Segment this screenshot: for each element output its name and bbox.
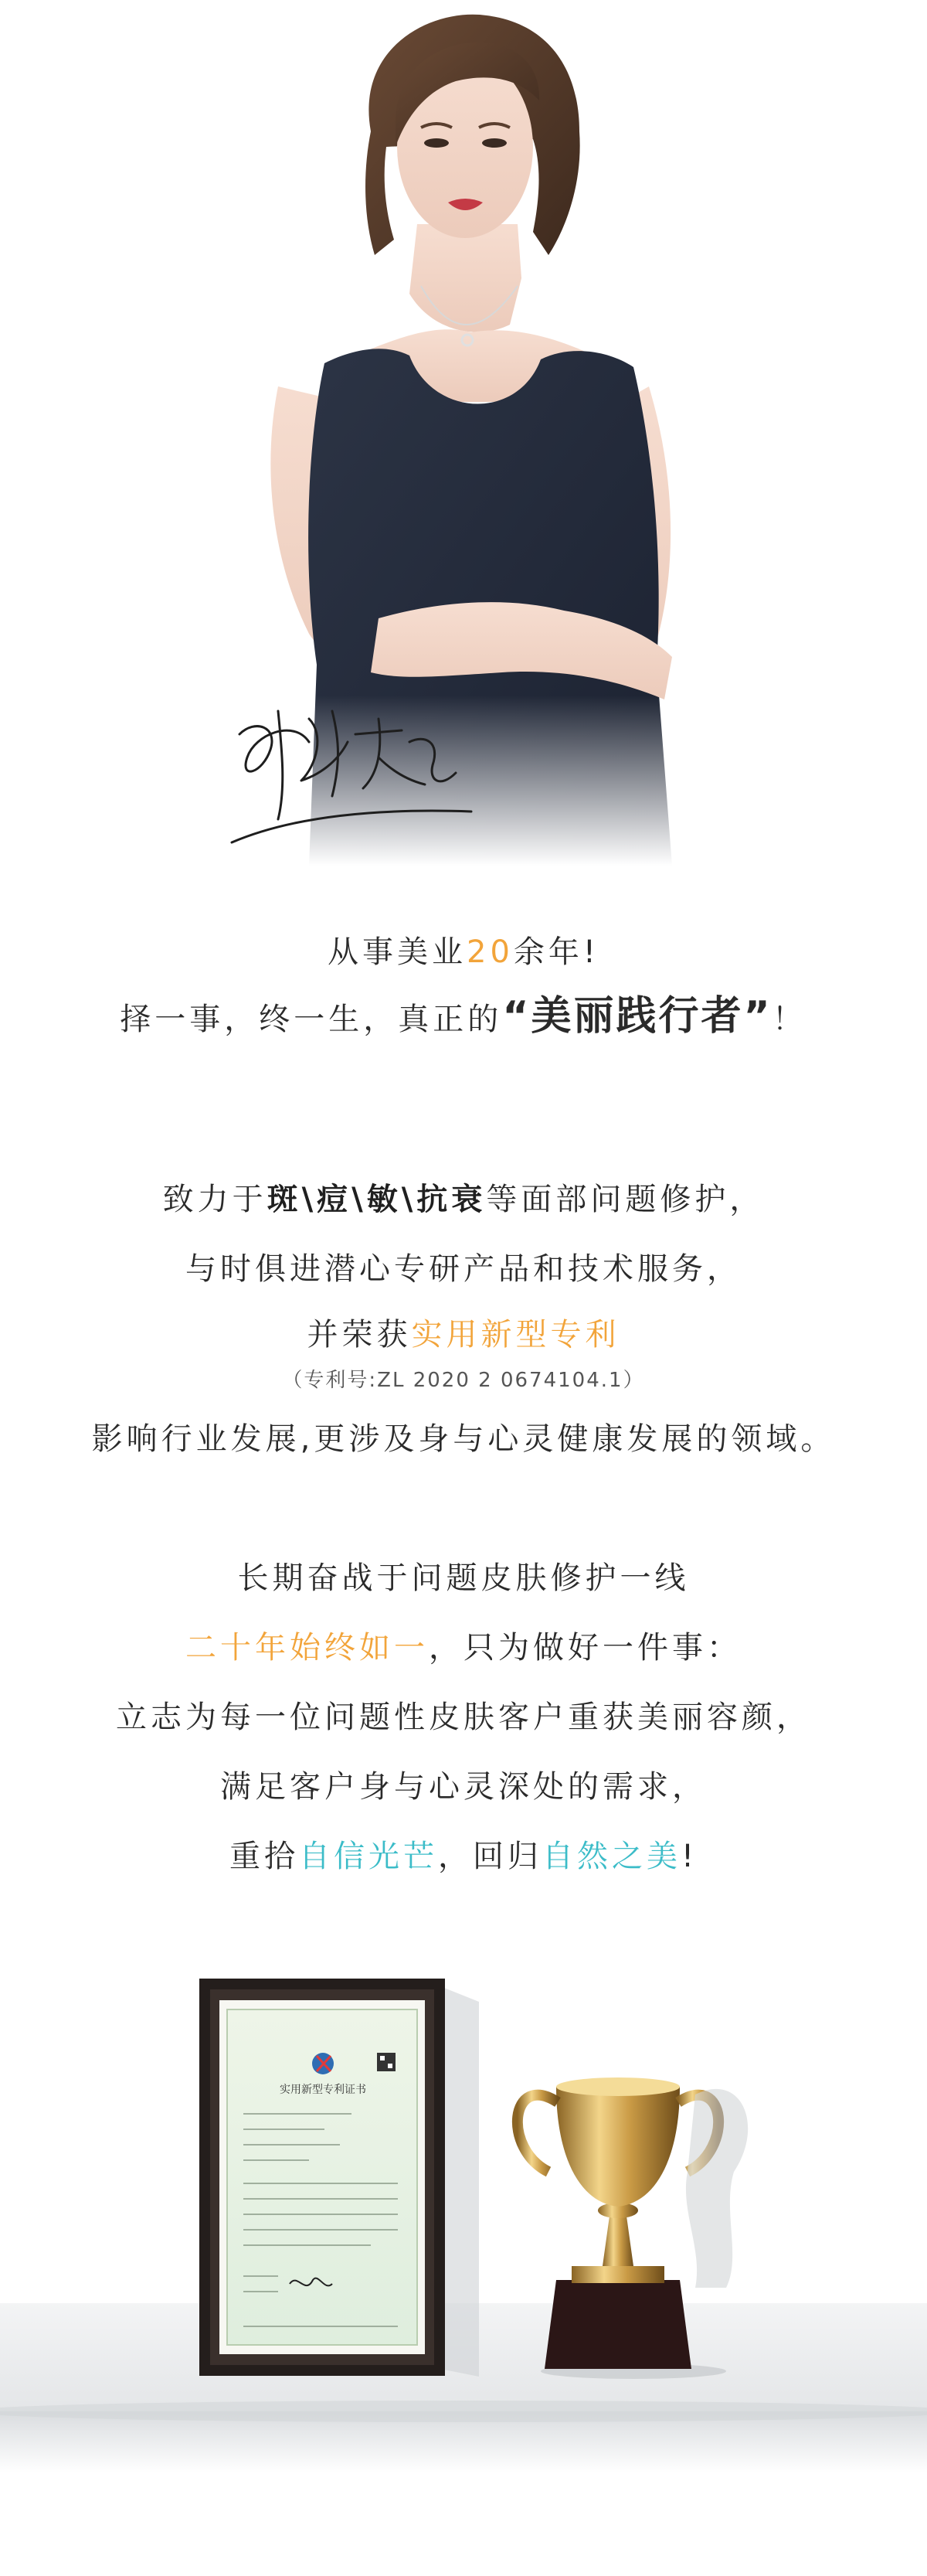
- career-line-5-middle: ，回归: [437, 1839, 542, 1874]
- career-line-1: 长期奋战于问题皮肤修护一线: [237, 1560, 690, 1596]
- career-line-5-prefix: 重拾: [229, 1839, 299, 1874]
- mission-line-4: 影响行业发展,更涉及身与心灵健康发展的领域。: [91, 1421, 836, 1457]
- career-nature-highlight: 自然之美: [542, 1839, 681, 1874]
- mission-patent-number: （专利号:ZL 2020 2 0674104.1）: [282, 1369, 645, 1392]
- mission-patent-highlight: 实用新型专利: [411, 1317, 620, 1353]
- certificate-title: 实用新型专利证书: [280, 2084, 366, 2096]
- career-line-2: [0, 1623, 927, 1667]
- intro-line-2-prefix: 择一事，终一生，真正的: [120, 1002, 503, 1037]
- intro-years-highlight: 20: [467, 934, 514, 970]
- career-line-3: 立志为每一位问题性皮肤客户重获美丽容颜，: [116, 1700, 811, 1735]
- intro-quote-highlight: “美丽践行者”: [502, 993, 772, 1040]
- mission-line-3-prefix: 并荣获: [307, 1317, 412, 1353]
- award-display: [0, 1979, 927, 2576]
- mission-line-1: [0, 1175, 927, 1219]
- mission-line-2: 与时俱进潜心专研产品和技术服务，: [185, 1251, 742, 1287]
- intro-line-2: [0, 993, 927, 1043]
- signature-graphic: [224, 688, 487, 873]
- patent-certificate-frame: [199, 1979, 445, 2376]
- intro-line-1-prefix: 从事美业: [328, 934, 467, 970]
- mission-line-1-prefix: 致力于: [162, 1182, 267, 1217]
- career-line-4: 满足客户身与心灵深处的需求，: [220, 1769, 707, 1805]
- intro-line-2-suffix: ！: [772, 1002, 807, 1037]
- career-line-2-suffix: ，只为做好一件事：: [429, 1630, 742, 1666]
- mission-line-1-suffix: 等面部问题修护，: [486, 1182, 765, 1217]
- career-line-5: [0, 1832, 927, 1876]
- mission-skin-issues: 斑\痘\敏\抗衰: [267, 1182, 487, 1217]
- intro-line-1: [0, 927, 927, 972]
- career-twenty-years-highlight: 二十年始终如一: [185, 1630, 429, 1666]
- qr-code-icon: [377, 2053, 396, 2071]
- intro-line-1-suffix: 余年!: [513, 934, 599, 970]
- career-confidence-highlight: 自信光芒: [298, 1839, 438, 1874]
- mission-line-3: [0, 1310, 927, 1354]
- career-line-5-suffix: !: [681, 1839, 698, 1874]
